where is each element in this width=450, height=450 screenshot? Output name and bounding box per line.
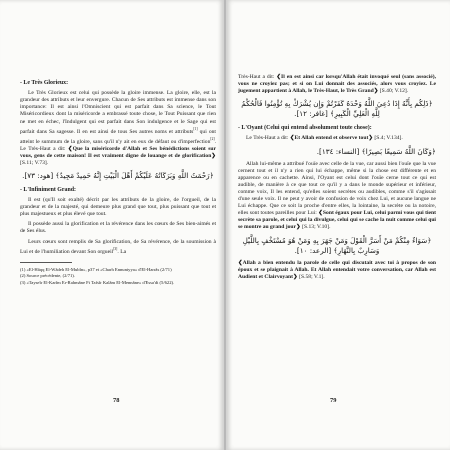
paragraph-text: . Le Très-Haut a dit: bbox=[20, 138, 216, 152]
paragraph-text: . La bbox=[117, 248, 127, 255]
quran-quote: ❮Allah a bien entendu la parole de celle qui discutait avec toi à propos de son époux et se plaignait à Allah. Et Allah entendait votre conversation, car Allah est Audient et Clairvoyant❯ bbox=[238, 259, 436, 280]
arabic-verse: ﴿رَحْمَتُ اللَّهِ وَبَرَكَاتُهُ عَلَيْكُمْ أَهْلَ الْبَيْتِ إِنَّهُ حَمِيدٌ مَجِيدٌ﴾ [هود: ٧٣]. bbox=[22, 170, 214, 180]
footnote: (1) «El-Hâqq El-Wâdeh El-Mubîn», p37 et «Charh Ennuniyya» d'El-Harrâs (2/71) bbox=[20, 266, 172, 272]
quran-quote: ❮Sont égaux pour Lui, celui parmi vous qui tient secrète sa parole, et celui qui la divulgue, celui qui se cache la nuit comme celui qui se montre au grand jour❯ bbox=[238, 210, 436, 231]
paragraph-grand-1: Il est (qu'Il soit exalté) décrit par les attributs de la gloire, de l'orgueil, de la grandeur et de la majesté, qui demeure plus grand que tout, plus puissant que tout et plus majestueux et plus élevé que tout. bbox=[20, 197, 216, 218]
footnote: (3) «Tayseîr El-Karîm Er-Rahmâne Fi Tafsîr Kalâm El-Mennâne» d'Essa'di (5/622). bbox=[20, 280, 175, 286]
footnote-separator bbox=[20, 262, 72, 263]
paragraph-text: Très-Haut a dit: bbox=[238, 74, 277, 80]
verse-reference: [S.13; V.10]. bbox=[300, 224, 331, 231]
footnote-ref: [1] bbox=[193, 126, 198, 131]
left-page-body bbox=[20, 74, 216, 392]
paragraph-grand-2: Il possède aussi la glorification et la révérence dans les cœurs de Ses bien-aimés et de Ses élus. bbox=[20, 221, 216, 235]
paragraph-text: Leurs cœurs sont remplis de Sa glorification, de Sa révérence, de la soumission à Lui et de l'humiliation devant Son orgueil bbox=[20, 238, 216, 255]
paragraph-text: Le Très Glorieux est celui qui possède la gloire immense. La gloire, elle, est la grandeur des attributs et leur envergure. Chacun de Ses attributs est immense dans son importance: Il est ainsi l'Omniscient qui est parfait dans Sa science, le Tout Miséricordieux dont la miséricorde a embrassé toute chose, le Tout Puissant que rien ne met en échec, l'Indulgent qui est parfait dans Son indulgence et le Sage qui est parfait dans Sa sagesse. Il en est ainsi de tous Ses autres noms et attributs bbox=[20, 90, 216, 135]
paragraph-glorieux bbox=[20, 90, 216, 167]
heading-oyant: - L'Oyant (Celui qui entend absolument toute chose): bbox=[238, 125, 372, 132]
footnote-ref: [2] bbox=[210, 136, 215, 141]
paragraph-oyant-intro bbox=[238, 135, 436, 142]
arabic-verse: ﴿ذَلِكُم بِأَنَّهُ إِذَا دُعِيَ اللَّهُ وَحْدَهُ كَفَرْتُمْ وَإِن يُشْرَكْ بِهِ تُؤْمِنُوا فَالْحُكْمُ لِلَّهِ الْعَلِيِّ الْكَبِيرِ﴾ [غافر: ١٢]. bbox=[241, 99, 433, 119]
paragraph-text: Allah lui-même a attribué l'ouïe avec celle de la vue, car aussi bien l'ouïe que la vue cernent tout et il n'y a rien qui lui échappe, même si la chose est différente et en apparence ou en cachette. Ainsi, l'Oyant est celui dont l'ouïe cerne tout ce qui est audible, de manière à ce que tout ce qu'il y a dans le monde supérieur et inférieur, comme voix, Il les entend, qu'elles soient secrètes ou audibles, comme s'il s'agissait d'une seule voix. Il ne peut y avoir de confusion de voix chez Lui, et aucune langue ne Lui échappe. Que ce soit la proche d'entre elles, la lointaine, la secrète ou la notoire, elles sont toutes pareilles pour Lui: bbox=[238, 160, 436, 217]
paragraph-text: qui ont atteint le summum de la gloire, sans qu'il n'y ait en eux de défaut ou d'imperfection bbox=[20, 128, 216, 145]
arabic-verse: ﴿وَكَانَ اللَّهُ سَمِيعًا بَصِيرًا﴾ [النساء: ١٣٤]. bbox=[316, 146, 436, 156]
quran-quote: ❮Que la miséricorde d'Allah et Ses bénédictions soient sur vous, gens de cette maison! Il est vraiment digne de louange et de glorification❯ bbox=[20, 145, 216, 159]
paragraph-grand-3 bbox=[20, 239, 216, 256]
paragraph-quote bbox=[238, 260, 436, 281]
right-page-body bbox=[238, 74, 436, 392]
heading-tres-glorieux: - Le Très Glorieux: bbox=[20, 80, 69, 86]
paragraph-text: Le Très-Haut a dit: bbox=[246, 135, 290, 142]
verse-reference: [S.58; V.1]. bbox=[297, 273, 325, 280]
left-page bbox=[0, 0, 224, 450]
footnote: (2) Source précédente, (2/71). bbox=[20, 273, 75, 279]
page-number: 79 bbox=[330, 397, 337, 404]
right-page bbox=[226, 0, 450, 450]
footnote-ref: [3] bbox=[113, 246, 118, 251]
paragraph-oyant-body bbox=[238, 161, 436, 232]
verse-reference: [S.11; V.73]. bbox=[20, 159, 49, 166]
verse-reference: [S.4; V.134]. bbox=[373, 135, 403, 142]
quran-quote: ❮Il en est ainsi car lorsqu'Allah était invoqué seul (sans associé), vous ne croyiez pas; et si on Lui donnait des associés, alors vous croyiez. Le jugement appartient à Allah, le Très-Haut, le Très Grand❯ bbox=[238, 74, 436, 95]
paragraph-continuation bbox=[238, 74, 436, 95]
page-number: 78 bbox=[113, 397, 120, 404]
heading-infiniment-grand: - L'Infiniment Grand: bbox=[20, 186, 76, 193]
arabic-verse: ﴿سَوَاءٌ مِنْكُمْ مَنْ أَسَرَّ الْقَوْلَ وَمَنْ جَهَرَ بِهِ وَمَنْ هُوَ مُسْتَخْفٍ بِاللَّيْلِ وَسَارِبٌ بِالنَّهَارِ﴾ [الرعد: ١٠]. bbox=[242, 235, 432, 255]
verse-reference: [S.40; V.12]. bbox=[378, 88, 409, 95]
quran-quote: ❮Et Allah entend et observe tout❯ bbox=[289, 135, 374, 142]
